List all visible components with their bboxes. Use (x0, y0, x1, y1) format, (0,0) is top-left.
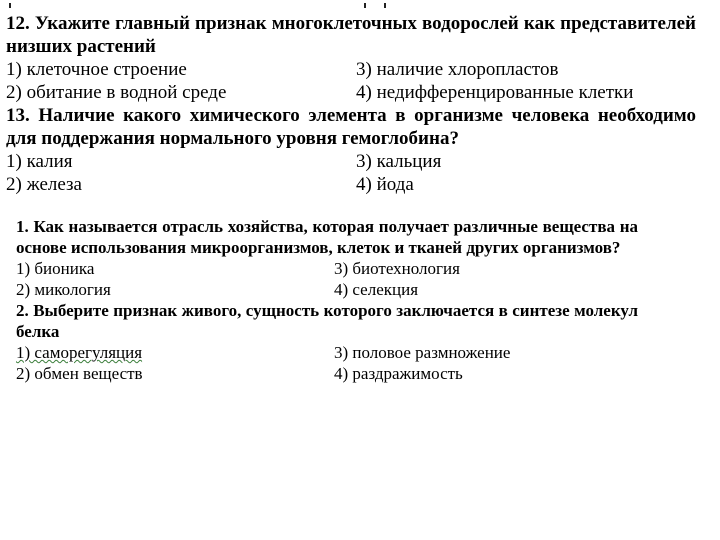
question-2-title (16, 300, 638, 342)
question-number: 1. (16, 217, 29, 236)
edge-mark (9, 3, 11, 8)
answer-option: 3) наличие хлоропластов (356, 59, 559, 80)
answer-option: 4) селекция (334, 280, 419, 299)
edge-mark (384, 3, 386, 8)
question-text: Как называется отрасль хозяйства, которая получает различные вещества на основе использования микроорганизмов, клеток и тканей других организмов? (16, 217, 638, 257)
question-text: Выберите признак живого, сущность которого заключается в синтезе молекул белка (16, 301, 638, 341)
answer-option: 2) обитание в водной среде (6, 82, 227, 103)
answer-option: 2) микология (16, 280, 111, 299)
answer-options (16, 258, 638, 300)
answer-options (6, 58, 696, 104)
question-13-title (6, 104, 696, 150)
answer-option: 3) биотехнология (334, 259, 460, 278)
question-2 (16, 300, 638, 384)
answer-options (16, 342, 638, 384)
answer-option: 3) кальция (356, 151, 442, 172)
answer-option: 2) железа (6, 174, 82, 195)
answer-option: 1) бионика (16, 259, 95, 278)
answer-option: 4) недифференцированные клетки (356, 82, 634, 103)
question-number: 13. (6, 105, 30, 126)
answer-option: 3) половое размножение (334, 343, 511, 362)
question-1-title (16, 216, 638, 258)
answer-option: 1) калия (6, 151, 73, 172)
second-question-block (16, 216, 638, 384)
answer-option: 1) клеточное строение (6, 59, 187, 80)
answer-option: 2) обмен веществ (16, 364, 143, 383)
question-12-title (6, 12, 696, 58)
answer-option: 4) раздражимость (334, 364, 463, 383)
question-text: Наличие какого химического элемента в организме человека необходимо для поддержания нормального уровня гемоглобина? (6, 105, 696, 149)
question-13 (6, 104, 696, 196)
first-question-block (6, 12, 696, 196)
top-edge-marks (0, 0, 720, 10)
answer-option: 1) саморегуляция (16, 343, 143, 362)
question-number: 2. (16, 301, 29, 320)
question-text: Укажите главный признак многоклеточных водорослей как представителей низших растений (6, 13, 696, 57)
edge-mark (364, 3, 366, 8)
question-number: 12. (6, 13, 30, 34)
question-1 (16, 216, 638, 300)
answer-option: 4) йода (356, 174, 414, 195)
question-12 (6, 12, 696, 104)
answer-options (6, 150, 696, 196)
